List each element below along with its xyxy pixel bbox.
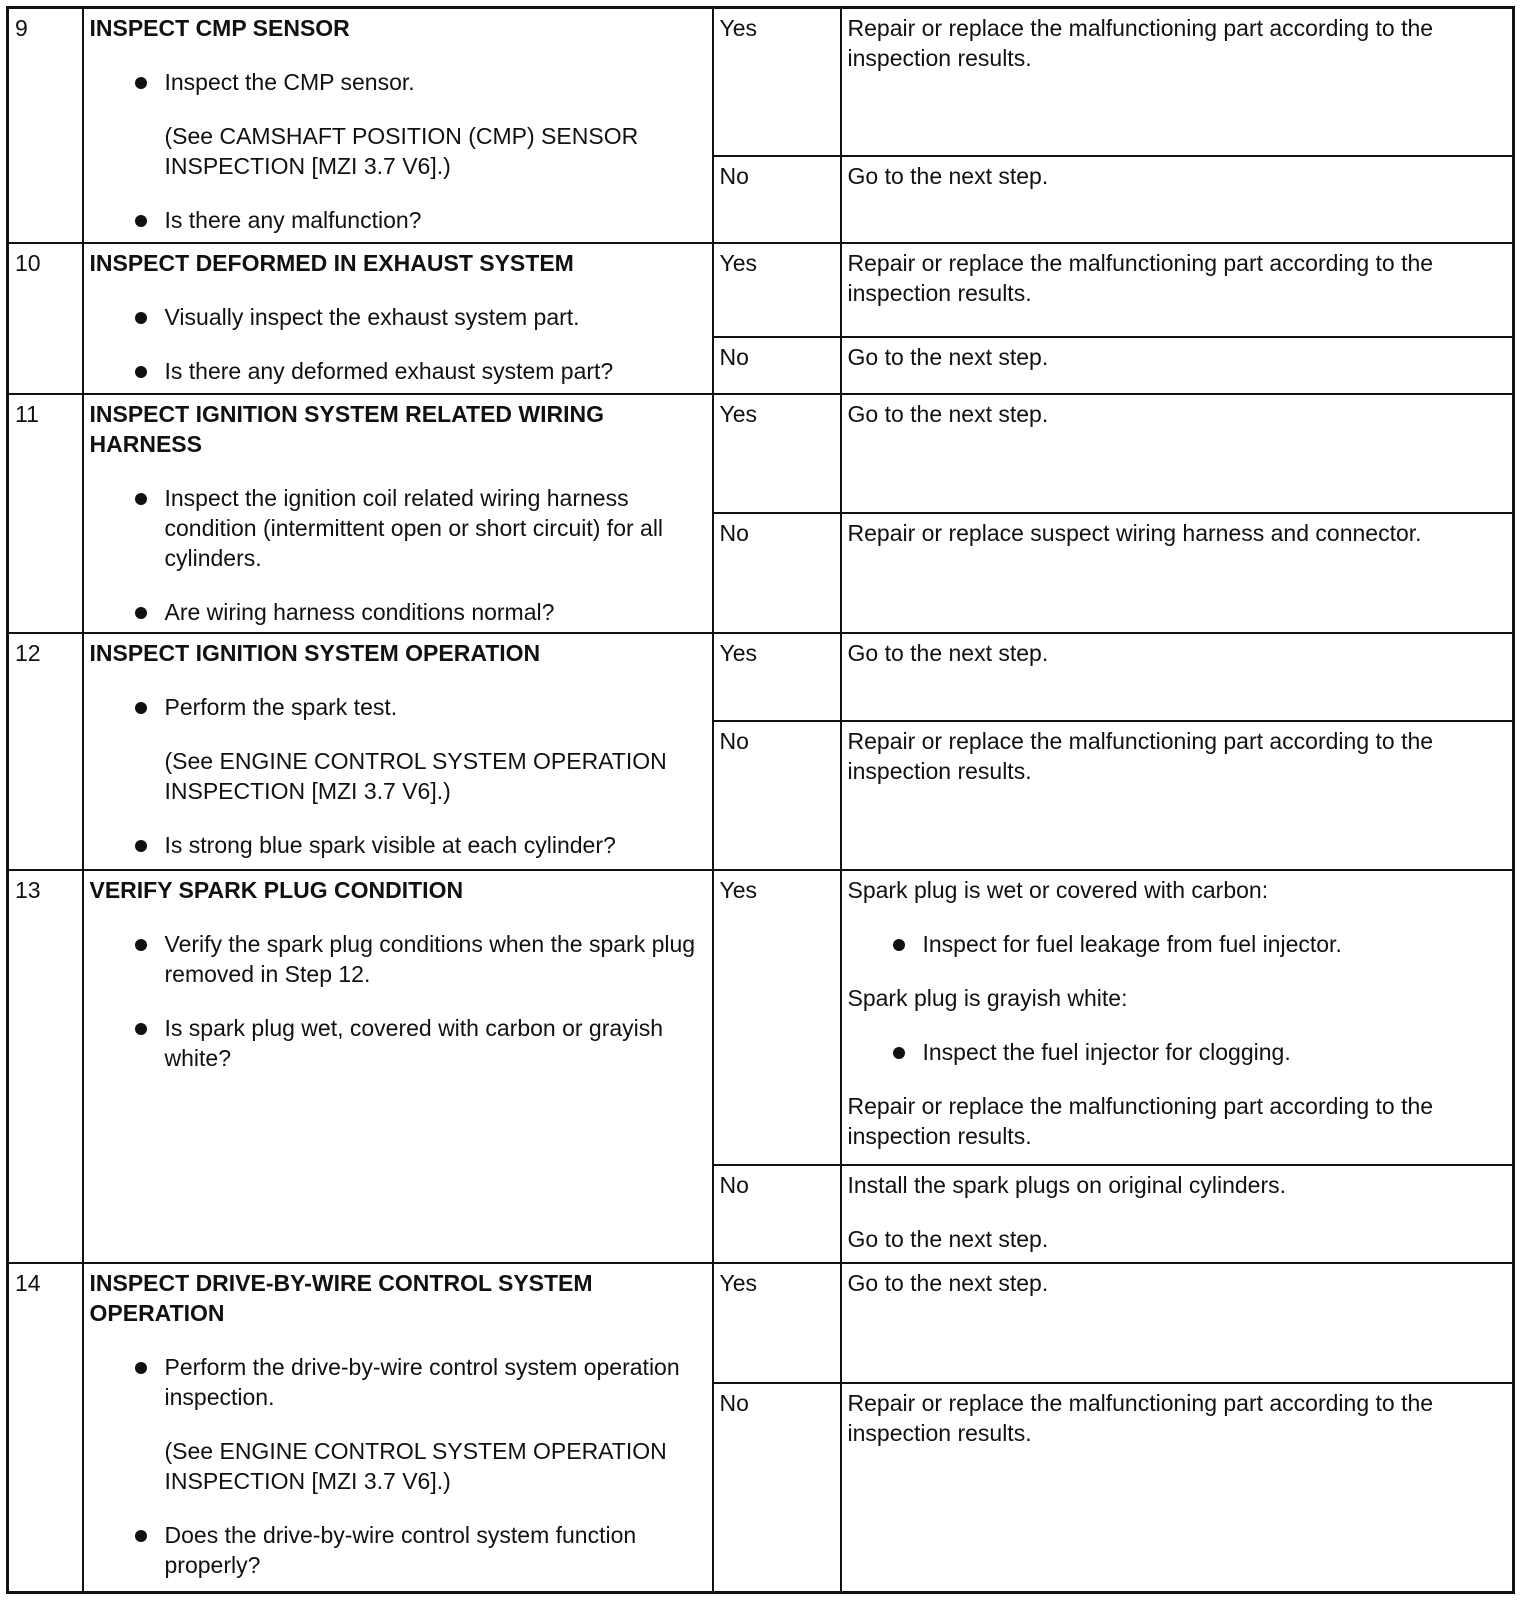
result-no-label: No (713, 721, 841, 871)
action-text: Go to the next step. (847, 1226, 1049, 1253)
table-row-step-12 (8, 633, 1514, 720)
result-yes-action: Go to the next step. (841, 633, 1514, 720)
table-row-step-11 (8, 394, 1514, 514)
bullet-item (90, 929, 706, 989)
result-no-action: Go to the next step. (841, 337, 1514, 393)
reference-note: (See CAMSHAFT POSITION (CMP) SENSOR INSPECTION [MZI 3.7 V6].) (164, 123, 639, 179)
bullet-item (90, 1520, 706, 1580)
diagnostic-procedure-table (6, 6, 1515, 1594)
bullet-item (90, 1352, 706, 1412)
step-title: VERIFY SPARK PLUG CONDITION (89, 877, 464, 904)
step-description (83, 243, 713, 394)
bullet-icon (135, 702, 147, 714)
step-title: INSPECT DRIVE-BY-WIRE CONTROL SYSTEM OPERATION (89, 1269, 593, 1326)
bullet-text: Inspect the CMP sensor. (164, 69, 415, 95)
table-row-step-13 (8, 870, 1514, 1165)
bullet-icon (135, 1023, 147, 1035)
reference-note: (See ENGINE CONTROL SYSTEM OPERATION INSPECTION [MZI 3.7 V6].) (164, 1437, 667, 1494)
bullet-item (90, 1013, 706, 1073)
table-row-step-10 (8, 243, 1514, 338)
step-description (83, 8, 713, 243)
bullet-item (90, 597, 706, 627)
step-description (83, 394, 713, 633)
step-title: INSPECT IGNITION SYSTEM RELATED WIRING HARNESS (89, 400, 605, 457)
step-number: 11 (8, 394, 83, 633)
bullet-text: Perform the drive-by-wire control system operation inspection. (164, 1353, 680, 1410)
bullet-text: Perform the spark test. (164, 694, 398, 721)
reference-note: (See ENGINE CONTROL SYSTEM OPERATION INSPECTION [MZI 3.7 V6].) (164, 748, 667, 805)
step-title: INSPECT CMP SENSOR (89, 15, 350, 41)
step-number: 10 (8, 243, 83, 394)
result-no-label: No (713, 513, 841, 633)
result-yes-label: Yes (713, 243, 841, 338)
result-no-label: No (713, 1165, 841, 1263)
bullet-icon (135, 366, 147, 378)
step-description (83, 870, 713, 1262)
bullet-text: Are wiring harness conditions normal? (164, 598, 555, 625)
condition-text: Spark plug is grayish white: (847, 985, 1128, 1012)
bullet-icon (893, 939, 905, 951)
bullet-item (90, 356, 706, 386)
bullet-icon (135, 1530, 147, 1542)
step-number: 9 (8, 8, 83, 243)
bullet-item (90, 830, 706, 860)
table-row-step-14 (8, 1263, 1514, 1384)
result-yes-action (841, 870, 1514, 1165)
result-no-action (841, 1165, 1514, 1263)
bullet-text: Verify the spark plug conditions when the spark plug removed in Step 12. (164, 931, 696, 988)
bullet-icon (135, 840, 147, 852)
result-no-label: No (713, 156, 841, 242)
step-number: 12 (8, 633, 83, 870)
bullet-item (848, 1037, 1507, 1067)
result-yes-label: Yes (713, 1263, 841, 1384)
bullet-icon (135, 312, 147, 324)
bullet-text: Inspect the fuel injector for clogging. (922, 1039, 1291, 1066)
table-row-step-9 (8, 8, 1514, 157)
result-no-label: No (713, 1383, 841, 1592)
bullet-text: Is spark plug wet, covered with carbon or grayish white? (164, 1015, 664, 1072)
result-yes-action: Repair or replace the malfunctioning part according to the inspection results. (841, 8, 1514, 157)
result-no-action: Repair or replace the malfunctioning part according to the inspection results. (841, 1383, 1514, 1592)
bullet-icon (135, 493, 147, 505)
bullet-item (90, 692, 706, 722)
bullet-icon (135, 77, 147, 89)
bullet-icon (135, 215, 147, 227)
bullet-text: Does the drive-by-wire control system function properly? (164, 1521, 637, 1578)
result-no-action: Repair or replace suspect wiring harness and connector. (841, 513, 1514, 633)
condition-text: Spark plug is wet or covered with carbon: (847, 877, 1269, 904)
step-number: 13 (8, 870, 83, 1262)
result-yes-action: Repair or replace the malfunctioning part according to the inspection results. (841, 243, 1514, 338)
result-no-label: No (713, 337, 841, 393)
bullet-icon (135, 939, 147, 951)
bullet-text: Is there any deformed exhaust system part? (164, 357, 614, 384)
bullet-text: Visually inspect the exhaust system part. (164, 303, 580, 330)
result-yes-label: Yes (713, 870, 841, 1165)
step-number: 14 (8, 1263, 83, 1593)
result-yes-label: Yes (713, 633, 841, 720)
action-text: Repair or replace the malfunctioning part according to the inspection results. (847, 1093, 1434, 1150)
result-yes-label: Yes (713, 8, 841, 157)
bullet-text: Inspect for fuel leakage from fuel injector. (922, 931, 1342, 958)
bullet-item (90, 205, 706, 235)
result-no-action: Go to the next step. (841, 156, 1514, 242)
bullet-icon (135, 607, 147, 619)
bullet-item (90, 67, 706, 97)
result-yes-action: Go to the next step. (841, 1263, 1514, 1384)
step-title: INSPECT DEFORMED IN EXHAUST SYSTEM (89, 249, 574, 276)
result-yes-action: Go to the next step. (841, 394, 1514, 514)
result-yes-label: Yes (713, 394, 841, 514)
bullet-item (90, 483, 706, 573)
action-text: Install the spark plugs on original cylinders. (847, 1172, 1287, 1199)
bullet-icon (135, 1362, 147, 1374)
bullet-item (90, 302, 706, 332)
step-title: INSPECT IGNITION SYSTEM OPERATION (89, 640, 541, 667)
result-no-action: Repair or replace the malfunctioning part according to the inspection results. (841, 721, 1514, 871)
bullet-text: Is strong blue spark visible at each cylinder? (164, 832, 616, 859)
bullet-icon (893, 1047, 905, 1059)
bullet-item (848, 929, 1507, 959)
bullet-text: Is there any malfunction? (164, 207, 422, 233)
bullet-text: Inspect the ignition coil related wiring harness condition (intermittent open or short circuit) for all cylinders. (164, 484, 664, 571)
step-description (83, 633, 713, 870)
step-description (83, 1263, 713, 1593)
